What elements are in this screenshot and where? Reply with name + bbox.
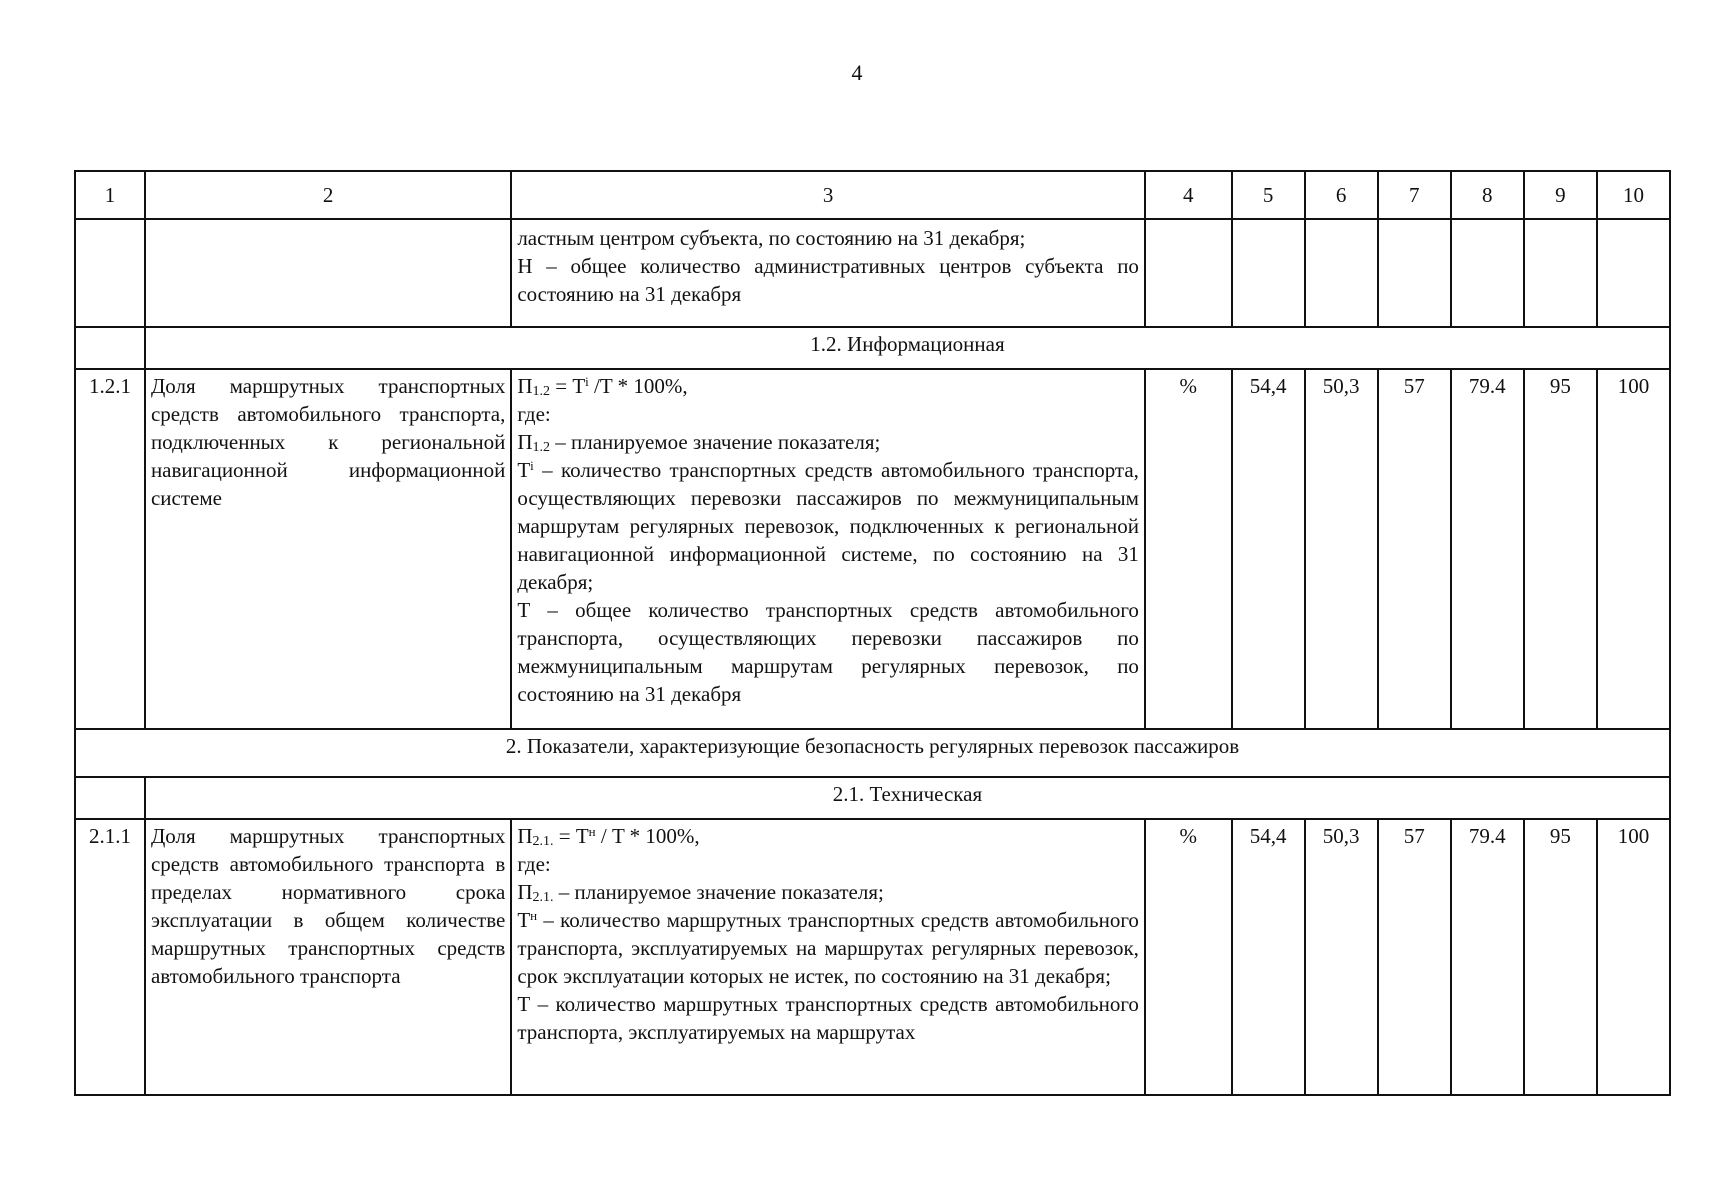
page-number: 4 (851, 60, 863, 85)
value-cell: 57 (1378, 369, 1451, 729)
column-header: 4 (1145, 171, 1232, 219)
value-cell: 100 (1597, 369, 1670, 729)
section-title: 2. Показатели, характеризующие безопасность регулярных перевозок пассажиров (75, 729, 1670, 777)
column-header: 2 (145, 171, 511, 219)
value-cell: 100 (1597, 819, 1670, 1095)
column-header: 8 (1451, 171, 1524, 219)
column-header: 3 (511, 171, 1145, 219)
indicator-name: Доля маршрутных транспортных средств автомобильного транспорта в пределах нормативного срока эксплуатации в общем количестве маршрутных транспортных средств автомобильного транспорта (145, 819, 511, 1095)
section-row (75, 327, 1670, 369)
indicator-formula: $П_{2.1.} = T^н / T * 100\%$, где: $П_{2.1.}$ – планируемое значение показателя; $T^н$ – количество маршрутных транспортных средств автомобильного транспорта, эксплуатируемых на маршрутах регулярных перевозок, срок эксплуатации которых не истек, по состоянию на 31 декабря; Т – количество маршрутных транспортных средств автомобильного транспорта, эксплуатируемых на маршрутах (511, 819, 1145, 1095)
column-header: 6 (1305, 171, 1378, 219)
section-row (75, 729, 1670, 777)
continuation-text: ластным центром субъекта, по состоянию на 31 декабря; Н – общее количество административных центров субъекта по состоянию на 31 декабря (511, 219, 1145, 327)
indicators-table (74, 170, 1671, 1096)
value-cell: 54,4 (1232, 369, 1305, 729)
indicator-row (75, 369, 1670, 729)
value-cell: 57 (1378, 819, 1451, 1095)
section-row (75, 777, 1670, 819)
indicator-formula: $П_{1.2} = T^i$ /T * 100%, где: $П_{1.2}$ – планируемое значение показателя; $T^i$ – количество транспортных средств автомобильного транспорта, осуществляющих перевозки пассажиров по межмуниципальным маршрутам регулярных перевозок, подключенных к региональной навигационной информационной системе, по состоянию на 31 декабря; Т – общее количество транспортных средств автомобильного транспорта, осуществляющих перевозки пассажиров по межмуниципальным маршрутам регулярных перевозок, по состоянию на 31 декабря (511, 369, 1145, 729)
value-cell: 50,3 (1305, 819, 1378, 1095)
row-number: 2.1.1 (75, 819, 145, 1095)
indicator-row (75, 819, 1670, 1095)
value-cell: 95 (1524, 369, 1597, 729)
section-title: 2.1. Техническая (145, 777, 1670, 819)
column-header: 10 (1597, 171, 1670, 219)
value-cell: 54,4 (1232, 819, 1305, 1095)
column-header: 9 (1524, 171, 1597, 219)
continuation-row (75, 219, 1670, 327)
column-header: 1 (75, 171, 145, 219)
column-header: 5 (1232, 171, 1305, 219)
indicator-name: Доля маршрутных транспортных средств автомобильного транспорта, подключенных к региональной навигационной информационной системе (145, 369, 511, 729)
value-cell: 50,3 (1305, 369, 1378, 729)
unit-cell: % (1145, 819, 1232, 1095)
row-number: 1.2.1 (75, 369, 145, 729)
value-cell: 79.4 (1451, 369, 1524, 729)
column-number-row (75, 171, 1670, 219)
value-cell: 79.4 (1451, 819, 1524, 1095)
unit-cell: % (1145, 369, 1232, 729)
section-title: 1.2. Информационная (145, 327, 1670, 369)
column-header: 7 (1378, 171, 1451, 219)
value-cell: 95 (1524, 819, 1597, 1095)
